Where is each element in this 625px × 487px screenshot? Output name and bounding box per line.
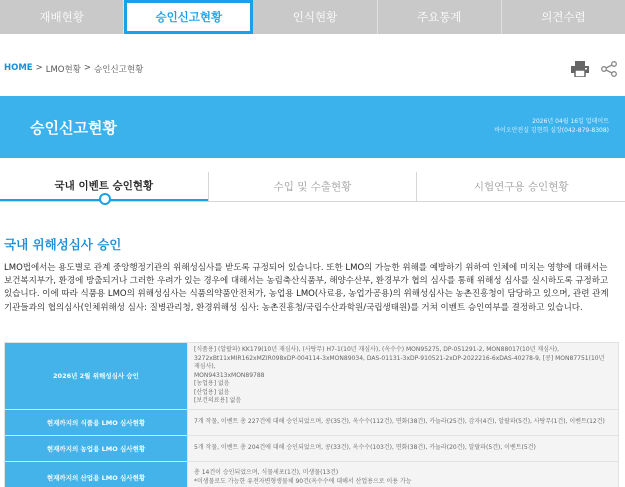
content-line: 3272xBt11xMIR162xMZIR098xDP-004114-3xMON89034, DAS-01131-3xDP-910521-2xDP-2022216-6xDAS-40278-9, [콩] MON87751(10년 재심사), (194, 354, 605, 370)
sub-tabs (0, 172, 625, 202)
description-paragraph: LMO법에서는 용도별로 관계 중앙행정기관의 위해성심사를 받도록 규정되어 있습니다. 또한 LMO의 가능한 위해를 예방하기 위하여 인체에 미치는 영향에 대해서는 보건복지부가, 환경에 방출되거나 그러한 우려가 있는 경우에 대해서는 농림축산식품부, 해양수산부, 환경부가 협의 심사를 통해 위해성 심사를 실시하도록 규정하고 있습니다. 이에 따라 식품용 LMO의 위해성심사는 식품의약품안전처가, 농업용 LMO(사료용, 농업가공용)의 위해성심사는 농촌진흥청이 담당하고 있으며, 관련 관계기관들과의 협의심사(인체위해성 심사: 질병관리청, 환경위해성 심사: 농촌진흥청/국립수산과학원/국립생태원)를 거쳐 이벤트 승인여부를 결정하고 있습니다. (4, 263, 609, 313)
content-line: [산업용] 없음 (194, 388, 230, 396)
table-row (5, 343, 619, 410)
update-date: 2026년 04월 16일 업데이트 (532, 118, 609, 125)
breadcrumb-current-page: 승인신고현황 (94, 65, 144, 75)
row-content (188, 409, 619, 435)
tab-main-statistics[interactable]: 주요통계 (378, 0, 502, 34)
content-line: [식품용] (알팔파) KK179(10년 재심사), (사탕무) H7-1(10년 재심사), (옥수수) MON95275, DP-051291-2, MON88017(10년 재심사), (194, 346, 560, 353)
row-content (188, 461, 619, 487)
content-line: [보건의료용] 없음 (194, 397, 242, 404)
page-header-banner (0, 96, 625, 158)
row-content (188, 343, 619, 410)
tab-awareness-status[interactable]: 인식현황 (253, 0, 377, 34)
content-line: MON94313xMON89788 (194, 371, 265, 379)
share-icon[interactable] (601, 61, 617, 81)
tab-cultivation-status[interactable]: 재배현황 (0, 0, 124, 34)
row-header: 현재까지의 산업용 LMO 심사현황 (5, 461, 188, 487)
page-utilities (571, 61, 617, 81)
top-navigation-tabs (0, 0, 625, 34)
breadcrumb (4, 63, 143, 75)
table-row (5, 461, 619, 487)
breadcrumb-home-link[interactable]: HOME (4, 63, 33, 73)
print-icon[interactable] (571, 61, 589, 81)
section-title: 국내 위해성심사 승인 (4, 237, 122, 252)
content-line: 7개 작물, 이벤트 총 227건에 대해 승인되었으며, 콩(35건), 옥수수(112건), 면화(38건), 카놀라(25건), 감자(4건), 알팔파(5건), 사탕무(1건), 이벤트(12건) (194, 417, 605, 425)
breadcrumb-separator: > (35, 63, 43, 73)
tab-approval-status[interactable]: 승인신고현황 (124, 0, 253, 34)
breadcrumb-separator: > (83, 63, 92, 73)
review-status-table (4, 342, 619, 487)
content-line: *미생물로도 가능한 유전자변형생물체 90건(옥수수에 대해서 산업용으로 이용 가능 (194, 477, 412, 485)
row-header: 현재까지의 식품용 LMO 심사현황 (5, 409, 188, 435)
content-line: 5개 작물, 이벤트 총 204건에 대해 승인되었으며, 콩(33건), 옥수수(103건), 면화(38건), 카놀라(20건), 알팔파(5건), 이벤트(5건) (194, 443, 536, 451)
tab-opinion-collection[interactable]: 의견수렴 (541, 10, 586, 24)
content-line: 총 14건이 승인되었으며, 식물세포(1건), 미생물(13건) (194, 469, 339, 476)
content-line: [농업용] 없음 (194, 380, 230, 387)
row-header: 2026년 2월 위해성심사 승인 (5, 343, 188, 410)
breadcrumb-lmo-status-link[interactable]: LMO현황 (45, 65, 81, 75)
tab-import-export[interactable]: 수입 및 수출현황 (208, 172, 417, 201)
tab-domestic-event-approval[interactable]: 국내 이벤트 승인현황 (0, 172, 208, 201)
contact-info: 바이오안전실 김현희 실장(042-879-8308) (494, 127, 609, 134)
table-row (5, 409, 619, 435)
row-content (188, 435, 619, 461)
tab-research-approval[interactable]: 시험연구용 승인현황 (416, 172, 625, 201)
page-title: 승인신고현황 (30, 119, 117, 137)
update-info (494, 117, 609, 135)
row-header: 현재까지의 농업용 LMO 심사현황 (5, 435, 188, 461)
table-row (5, 435, 619, 461)
